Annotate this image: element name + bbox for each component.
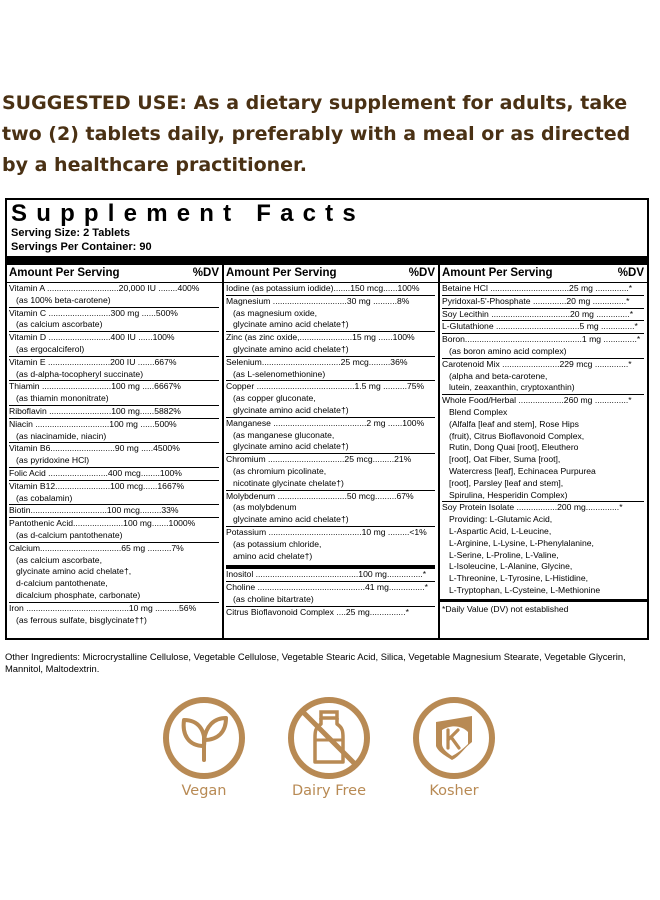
nutrient-row: Thiamin .............................100 mg .....6667% (9, 380, 219, 393)
nutrient-detail: (as ergocalciferol) (16, 343, 85, 354)
nutrient-detail: glycinate amino acid chelate†) (233, 514, 349, 525)
nutrient-detail: L-Isoleucine, L-Alanine, Glycine, (449, 561, 573, 572)
nutrient-detail: L-Aspartic Acid, L-Leucine, (449, 525, 552, 536)
nutrient-detail: L-Threonine, L-Tyrosine, L-Histidine, (449, 573, 588, 584)
nutrient-detail: lutein, zeaxanthin, cryptoxanthin) (449, 382, 575, 393)
nutrient-row: Folic Acid .........................400 mcg........100% (9, 467, 219, 480)
nutrient-detail: (as magnesium oxide, (233, 307, 318, 318)
nutrient-detail: (fruit), Citrus Bioflavonoid Complex, (449, 430, 585, 441)
nutrient-detail: glycinate amino acid chelate†) (233, 404, 349, 415)
nutrient-detail: (as 100% beta-carotene) (16, 294, 111, 305)
vegan-badge (159, 696, 249, 799)
badge-label: Vegan (181, 783, 227, 799)
header-amount: Amount Per Serving (9, 267, 120, 279)
facts-column-2 (224, 265, 438, 638)
header-amount: Amount Per Serving (226, 267, 337, 279)
column-header (440, 265, 647, 283)
nutrient-detail: glycinate amino acid chelate†, (16, 566, 132, 577)
nutrient-detail: Rutin, Dong Quai [root], Eleuthero (449, 442, 579, 453)
nutrient-row: Vitamin C ..........................300 mg ......500% (9, 307, 219, 320)
divider-bar (7, 256, 647, 265)
nutrient-detail: [root], Oat Fiber, Suma [root], (449, 454, 561, 465)
nutrient-detail: (as pyridoxine HCl) (16, 455, 90, 466)
nutrient-detail: glycinate amino acid chelate†) (233, 441, 349, 452)
nutrient-row: Copper .........................................1.5 mg ..........75% (226, 380, 435, 393)
nutrient-detail: Watercress [leaf], Echinacea Purpurea (449, 465, 596, 476)
nutrient-row: Riboflavin ..........................100 mg......5882% (9, 405, 219, 418)
nutrient-row: Inositol ...........................................100 mg...............* (226, 565, 435, 581)
nutrient-row: Selenium.................................25 mcg.........36% (226, 356, 435, 369)
nutrient-detail: (as thiamin mononitrate) (16, 393, 109, 404)
nutrient-list (440, 283, 647, 597)
dairy-free-badge (284, 696, 374, 799)
kosher-icon (412, 696, 496, 780)
facts-column-3 (440, 265, 647, 638)
kosher-badge (409, 696, 499, 799)
dv-footnote: *Daily Value (DV) not established (440, 599, 647, 616)
nutrient-row: Potassium .......................................10 mg .........<1% (226, 526, 435, 539)
nutrient-row: Molybdenum .............................50 mcg.........67% (226, 490, 435, 503)
suggested-use-label: SUGGESTED USE: (2, 92, 187, 114)
other-ingredients: Other Ingredients: Microcrystalline Cellulose, Vegetable Cellulose, Vegetable Stearic Acid, Silica, Vegetable Magnesium Stearate, Vegetable Glycerin, Mannitol, Maltodextrin. (5, 651, 626, 674)
nutrient-row: Vitamin A ..............................20,000 IU ........400% (9, 283, 200, 293)
nutrient-detail: Spirulina, Hesperidin Complex) (449, 489, 568, 500)
nutrient-detail: (as copper gluconate, (233, 393, 316, 404)
nutrient-row: Biotin................................100 mcg.........33% (9, 504, 219, 517)
nutrient-detail: L-Arginine, L-Lysine, L-Phenylalanine, (449, 537, 594, 548)
nutrient-detail: [root], Parsley [leaf and stem], (449, 477, 564, 488)
nutrient-detail: glycinate amino acid chelate†) (233, 319, 349, 330)
nutrient-row: Soy Protein Isolate .................200 mg..............* (442, 501, 644, 514)
facts-title: Supplement Facts (11, 200, 365, 227)
nutrient-detail: dicalcium phosphate, carbonate) (16, 589, 141, 600)
nutrient-row: Citrus Bioflavonoid Complex ....25 mg...............* (226, 606, 435, 619)
nutrient-detail: (as niacinamide, niacin) (16, 430, 107, 441)
facts-column-1 (7, 265, 222, 638)
nutrient-row: Manganese .......................................2 mg ......100% (226, 417, 435, 430)
nutrient-row: Iron ...........................................10 mg ..........56% (9, 602, 219, 615)
nutrient-detail: (as d-alpha-tocopheryl succinate) (16, 368, 144, 379)
header-dv: %DV (192, 267, 219, 279)
nutrient-detail: (as chromium picolinate, (233, 465, 327, 476)
nutrient-detail: L-Tryptophan, L-Cysteine, L-Methionine (449, 584, 601, 595)
nutrient-list (224, 283, 438, 619)
suggested-use (2, 88, 658, 181)
nutrient-row: Pantothenic Acid.....................100 mg.......1000% (9, 517, 219, 530)
nutrient-row: Carotenoid Mix ........................229 mcg ..............* (442, 358, 644, 371)
serving-size: Serving Size: 2 Tablets (11, 227, 131, 239)
column-header (224, 265, 438, 283)
nutrient-detail: amino acid chelate†) (233, 550, 313, 561)
header-dv: %DV (617, 267, 644, 279)
nutrient-detail: (as d-calcium pantothenate) (16, 529, 123, 540)
nutrient-detail: (as L-selenomethionine) (233, 368, 326, 379)
nutrient-detail: Providing: L-Glutamic Acid, (449, 514, 553, 525)
nutrient-row: Pyridoxal-5'-Phosphate ..............20 mg ..............* (442, 295, 644, 308)
nutrient-detail: L-Serine, L-Proline, L-Valine, (449, 549, 559, 560)
nutrient-detail: (as choline bitartrate) (233, 593, 314, 604)
nutrient-row: Magnesium ...............................30 mg ..........8% (226, 295, 435, 308)
nutrient-detail: (as manganese gluconate, (233, 429, 335, 440)
nutrient-row: Vitamin D ..........................400 IU ......100% (9, 331, 219, 344)
nutrient-detail: (as potassium chloride, (233, 538, 322, 549)
leaf-icon (162, 696, 246, 780)
nutrient-detail: nicotinate glycinate chelate†) (233, 477, 344, 488)
nutrient-row: Vitamin E ..........................200 IU .......667% (9, 356, 219, 369)
badge-label: Dairy Free (291, 783, 366, 799)
nutrient-detail: d-calcium pantothenate, (16, 578, 108, 589)
nutrient-detail: glycinate amino acid chelate†) (233, 343, 349, 354)
nutrient-detail: (as boron amino acid complex) (449, 345, 567, 356)
header-amount: Amount Per Serving (442, 267, 553, 279)
nutrient-list (7, 283, 222, 626)
nutrient-detail: (as molybdenum (233, 502, 297, 513)
nutrient-row: Boron.................................................1 mg ..............* (442, 333, 644, 346)
nutrient-row: Betaine HCl .................................25 mg ..............* (442, 283, 633, 293)
nutrient-row: Niacin ...............................100 mg ......500% (9, 418, 219, 431)
nutrient-row: Choline .............................................41 mg...............* (226, 581, 435, 594)
column-header (7, 265, 222, 283)
nutrient-detail: (as cobalamin) (16, 492, 73, 503)
nutrient-detail: (as ferrous sulfate, bisglycinate††) (16, 614, 147, 625)
nutrient-detail: (as calcium ascorbate, (16, 554, 102, 565)
suggested-use-text: As a dietary supplement for adults, take two (2) tablets daily, preferably with a meal or as directed by a healthcare practitioner. (2, 92, 631, 176)
nutrient-detail: (as calcium ascorbate) (16, 319, 103, 330)
badge-row (0, 696, 660, 816)
nutrient-row: Vitamin B6...........................90 mg .....4500% (9, 442, 219, 455)
nutrient-detail: (Alfalfa [leaf and stem], Rose Hips (449, 418, 579, 429)
nutrient-row: L-Glutathione ...................................5 mg ..............* (442, 320, 644, 333)
nutrient-row: Vitamin B12.......................100 mcg......1667% (9, 480, 219, 493)
header-dv: %DV (408, 267, 435, 279)
no-milk-icon (287, 696, 371, 780)
supplement-facts-panel (5, 198, 649, 640)
servings-per-container: Servings Per Container: 90 (11, 241, 152, 253)
nutrient-row: Whole Food/Herbal ...................260 mg ..............* (442, 394, 644, 407)
nutrient-row: Chromium ................................25 mcg.........21% (226, 453, 435, 466)
nutrient-row: Iodine (as potassium iodide).......150 mcg......100% (226, 283, 420, 293)
nutrient-detail: Blend Complex (449, 406, 508, 417)
nutrient-row: Soy Lecithin .................................20 mg ..............* (442, 308, 644, 321)
badge-label: Kosher (429, 783, 479, 799)
nutrient-detail: (alpha and beta-carotene, (449, 370, 548, 381)
nutrient-row: Zinc (as zinc oxide,......................15 mg ......100% (226, 331, 435, 344)
nutrient-row: Calcium..................................65 mg ..........7% (9, 542, 219, 555)
